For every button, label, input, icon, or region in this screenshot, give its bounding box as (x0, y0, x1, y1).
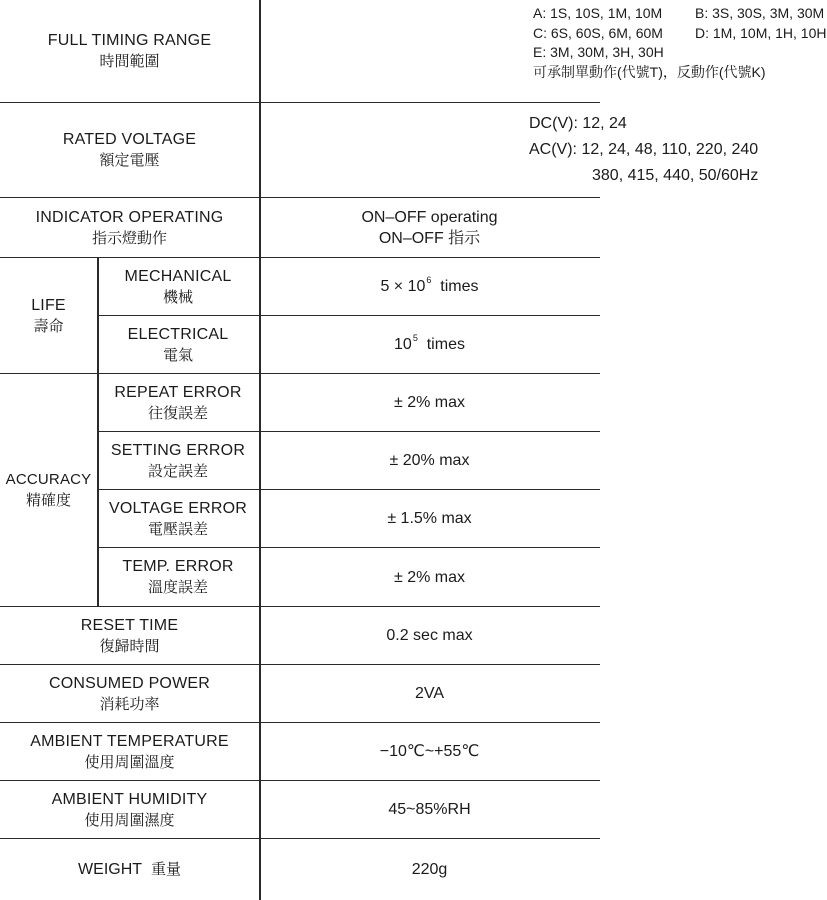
accuracy-label-en: ACCURACY (5, 471, 92, 488)
repeat-error-label-zh: 往復誤差 (147, 404, 208, 422)
indicator-label-zh: 指示燈動作 (91, 229, 167, 247)
weight-label (0, 839, 259, 900)
consumed-power-label-zh: 消耗功率 (99, 695, 160, 713)
ac-voltage-continued: 380, 415, 440, 50/60Hz (592, 167, 759, 184)
electrical-label (97, 316, 259, 374)
life-label-zh: 壽命 (33, 317, 64, 335)
accuracy-label-zh: 精確度 (25, 492, 71, 509)
voltage-error-text: ± 1.5% max (387, 510, 472, 527)
timing-line-1 (533, 4, 825, 24)
electrical-life-unit: times (426, 336, 465, 353)
setting-error-text: ± 20% max (389, 452, 470, 469)
consumed-power-value (259, 665, 600, 723)
voltage-error-label-en: VOLTAGE ERROR (108, 499, 248, 517)
mechanical-life-exponent: 6 (426, 275, 432, 285)
reset-time-label-zh: 復歸時間 (99, 637, 160, 655)
timing-range-label (0, 0, 259, 103)
timing-range-c: C: 6S, 60S, 6M, 60M (533, 24, 663, 41)
ambient-humidity-value (259, 781, 600, 839)
indicator-value-zh: ON–OFF 指示 (378, 229, 481, 247)
consumed-power-label-en: CONSUMED POWER (48, 674, 211, 692)
electrical-label-en: ELECTRICAL (127, 325, 229, 343)
voltage-error-value (259, 490, 600, 548)
temp-error-text: ± 2% max (393, 568, 466, 586)
timing-line-2 (533, 24, 827, 44)
consumed-power-text: 2VA (414, 685, 445, 702)
ambient-humidity-label-zh: 使用周圍濕度 (84, 811, 175, 829)
timing-range-label-zh: 時間範圍 (99, 53, 160, 70)
rated-voltage-value (259, 103, 759, 198)
repeat-error-value (259, 374, 600, 432)
indicator-value (259, 198, 600, 258)
ambient-temperature-label (0, 723, 259, 781)
temp-error-value (259, 548, 600, 607)
mechanical-label (97, 258, 259, 316)
timing-range-b: B: 3S, 30S, 3M, 30M (695, 5, 825, 21)
setting-error-value (259, 432, 600, 490)
dc-voltage: DC(V): 12, 24 (529, 115, 627, 132)
reset-time-value (259, 607, 600, 665)
ac-voltage: AC(V): 12, 24, 48, 110, 220, 240 (529, 141, 759, 158)
electrical-life-base: 10 (394, 336, 412, 353)
timing-range-d: D: 1M, 10M, 1H, 10H (695, 24, 827, 41)
reset-time-label-en: RESET TIME (80, 616, 179, 634)
electrical-life-exponent: 5 (412, 333, 418, 343)
timing-range-label-en: FULL TIMING RANGE (47, 32, 212, 49)
reset-time-text: 0.2 sec max (386, 627, 473, 644)
temp-error-label-zh: 溫度誤差 (147, 579, 208, 596)
temp-error-label (97, 548, 259, 607)
mechanical-label-zh: 機械 (162, 288, 193, 306)
voltage-error-label (97, 490, 259, 548)
electrical-life-text (394, 334, 465, 355)
accuracy-label (0, 374, 97, 607)
weight-text: 220g (411, 861, 448, 878)
timing-line-3 (533, 43, 766, 63)
indicator-label (0, 198, 259, 258)
timing-range-note: 可承制單動作(代號T)，反動作(代號K) (533, 63, 766, 80)
setting-error-label-zh: 設定誤差 (147, 462, 208, 480)
ambient-temperature-label-en: AMBIENT TEMPERATURE (30, 732, 229, 750)
ambient-humidity-text: 45~85%RH (388, 801, 471, 818)
timing-range-a: A: 1S, 10S, 1M, 10M (533, 5, 663, 21)
ambient-temperature-value (259, 723, 600, 781)
mechanical-life-base: 5 × 10 (380, 278, 426, 295)
repeat-error-label (97, 374, 259, 432)
mechanical-life-text (380, 276, 478, 297)
repeat-error-label-en: REPEAT ERROR (114, 383, 242, 401)
timing-range-value (259, 0, 827, 103)
mechanical-life-value (259, 258, 600, 316)
indicator-label-en: INDICATOR OPERATING (35, 208, 224, 226)
life-label (0, 258, 97, 374)
weight-label-zh: 重量 (150, 861, 181, 878)
voltage-error-label-zh: 電壓誤差 (147, 520, 208, 538)
repeat-error-text: ± 2% max (393, 394, 466, 411)
consumed-power-label (0, 665, 259, 723)
reset-time-label (0, 607, 259, 665)
electrical-label-zh: 電氣 (162, 346, 193, 364)
life-label-en: LIFE (31, 296, 66, 314)
mechanical-life-unit: times (440, 278, 479, 295)
weight-label-en: WEIGHT (78, 861, 143, 878)
ambient-humidity-label-en: AMBIENT HUMIDITY (51, 790, 208, 808)
timing-range-e: E: 3M, 30M, 3H, 30H (533, 44, 664, 60)
rated-voltage-label-en: RATED VOLTAGE (62, 131, 197, 148)
weight-value (259, 839, 600, 900)
temp-error-label-en: TEMP. ERROR (122, 558, 234, 575)
mechanical-label-en: MECHANICAL (124, 267, 232, 285)
ambient-temperature-text: −10℃~+55℃ (379, 743, 480, 760)
setting-error-label-en: SETTING ERROR (110, 441, 246, 459)
electrical-life-value (259, 316, 600, 374)
rated-voltage-label (0, 103, 259, 198)
setting-error-label (97, 432, 259, 490)
rated-voltage-label-zh: 額定電壓 (99, 152, 160, 169)
ambient-humidity-label (0, 781, 259, 839)
indicator-value-en: ON–OFF operating (361, 208, 498, 226)
ambient-temperature-label-zh: 使用周圍溫度 (84, 753, 175, 771)
timing-range-lines (533, 4, 827, 82)
